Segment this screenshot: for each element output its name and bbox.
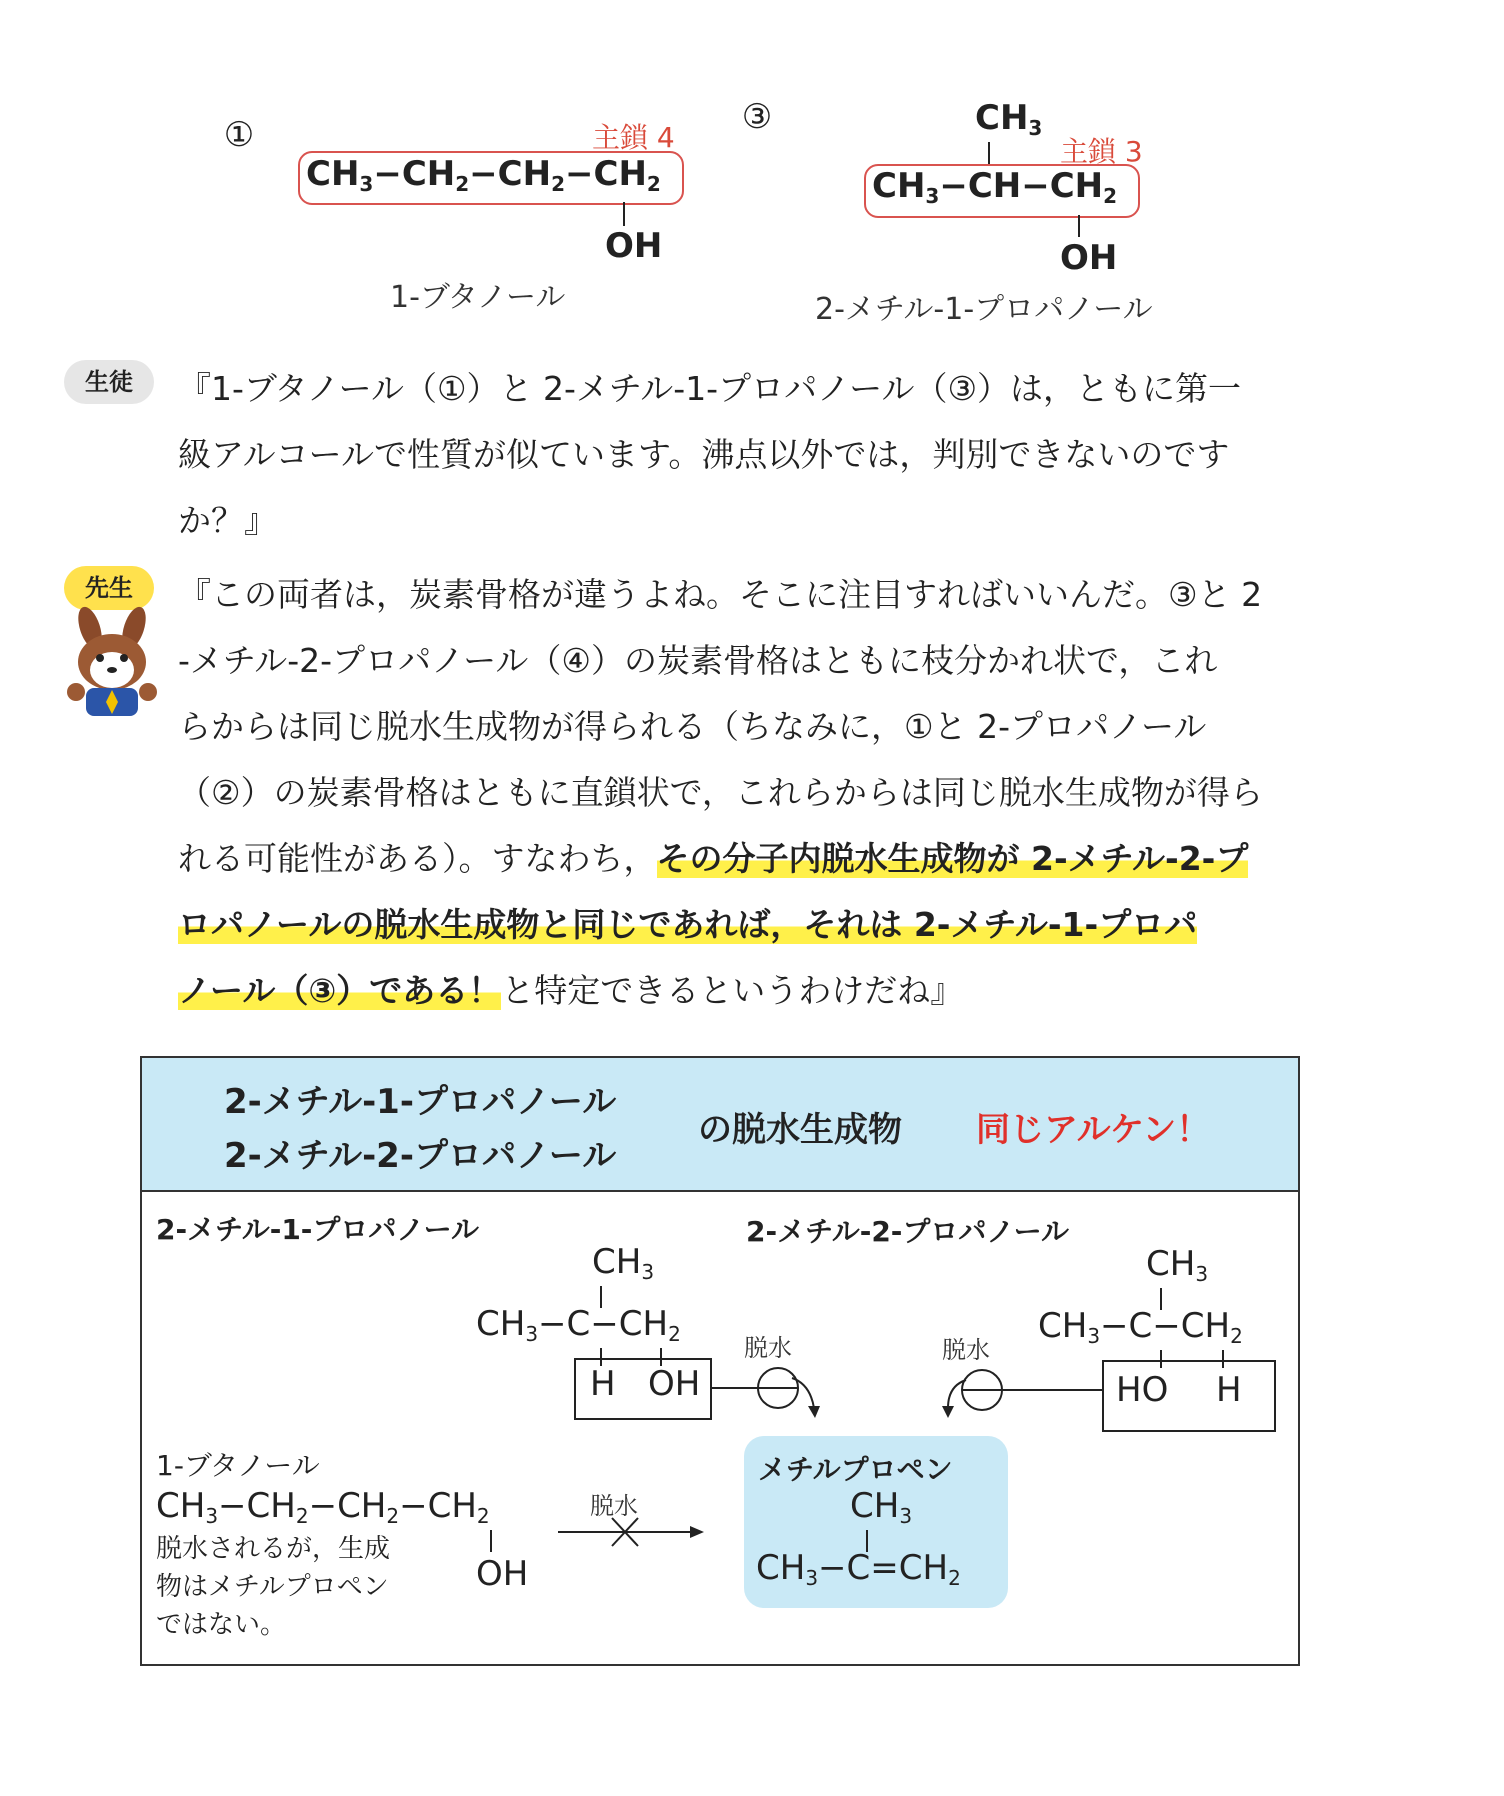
formula-1-butanol: $CH_3-CH_2-CH_2-CH_2$ [306,154,661,196]
header-suffix: の脱水生成物 [698,1110,902,1150]
m1-oh: OH [648,1364,701,1404]
dehydrate-label-left: 脱水 [744,1334,792,1362]
m1-chain: $CH_3-C-CH_2$ [476,1304,681,1346]
right-compound-name: 2-メチル-2-プロパノール [746,1215,1070,1248]
teacher-badge: 先生 [64,566,154,610]
main-chain-label-1: 主鎖 4 [592,121,675,154]
bond-3-top [988,142,990,164]
butanol-formula: $CH_3-CH_2-CH_2-CH_2$ [156,1486,490,1528]
student-badge: 生徒 [64,360,154,404]
formula-2-methyl-1-propanol: $CH_3-CH-CH_2$ [872,166,1118,208]
number-3: ③ [741,97,773,137]
teacher-line: -メチル-2-プロパノール（④）の炭素骨格はともに枝分かれ状で，これ [178,641,1218,680]
butanol-oh: OH [476,1554,529,1594]
main-chain-label-3: 主鎖 3 [1060,135,1143,168]
bond-1 [623,202,625,226]
summary-box [140,1056,1300,1666]
left-compound-name: 2-メチル-1-プロパノール [156,1213,480,1246]
dehydrate-label-right: 脱水 [942,1336,990,1364]
summary-header [142,1058,1298,1192]
student-line: 級アルコールで性質が似ています。沸点以外では，判別できないのです [178,435,1230,474]
oh-1: OH [605,226,663,266]
top-methyl-3: $CH_3$ [975,98,1043,140]
highlight-text: ロパノールの脱水生成物と同じであれば，それは 2-メチル-1-プロパ [178,905,1198,944]
butanol-bond [490,1530,492,1552]
teacher-mascot-icon [58,606,166,718]
m1-h: H [590,1364,616,1404]
product-top-ch3: $CH_3$ [850,1486,913,1528]
teacher-line [178,892,1378,958]
teacher-line: 『この両者は，炭素骨格が違うよね。そこに注目すればいいんだ。③と 2 [178,575,1263,614]
m2-chain: $CH_3-C-CH_2$ [1038,1306,1243,1348]
student-dialog [178,356,1378,554]
header-name-1: 2-メチル-1-プロパノール [224,1082,617,1122]
number-1: ① [223,115,255,155]
butanol-name: 1-ブタノール [156,1449,320,1482]
name-2-methyl-1-propanol: 2-メチル-1-プロパノール [815,292,1153,327]
teacher-line: （②）の炭素骨格はともに直鎖状で，これらからは同じ脱水生成物が得ら [178,773,1263,812]
teacher-line: ノール（③）である！と特定できるというわけだね』 [178,971,964,1010]
highlight-text: ノール（③）である！ [178,971,502,1010]
oh-3: OH [1060,238,1118,278]
teacher-dialog [178,562,1378,1024]
m2-top-ch3: $CH_3$ [1146,1244,1209,1286]
product-formula: $CH_3-C=CH_2$ [756,1548,961,1590]
student-line: か？』 [178,501,277,540]
butanol-note: 脱水されるが，生成 物はメチルプロペン ではない。 [156,1534,391,1640]
teacher-line: れる可能性がある）。すなわち，その分子内脱水生成物が 2-メチル-2-プ [178,839,1249,878]
highlight-text: その分子内脱水生成物が 2-メチル-2-プ [656,839,1249,878]
m2-h: H [1216,1370,1242,1410]
header-name-2: 2-メチル-2-プロパノール [224,1136,617,1176]
bond-3-bottom [1078,215,1080,237]
dehydrate-label-butanol: 脱水 [590,1492,638,1520]
name-1-butanol: 1-ブタノール [390,280,566,315]
m2-ho: HO [1116,1370,1169,1410]
product-name: メチルプロペン [758,1453,953,1486]
teacher-line: らからは同じ脱水生成物が得られる（ちなみに，①と 2-プロパノール [178,707,1207,746]
header-result: 同じアルケン！ [976,1110,1211,1150]
m1-top-ch3: $CH_3$ [592,1242,655,1284]
student-line: 『1-ブタノール（①）と 2-メチル-1-プロパノール（③）は，ともに第一 [178,369,1242,408]
dehydration-arrows [702,1358,1102,1448]
blocked-arrow [556,1512,706,1552]
